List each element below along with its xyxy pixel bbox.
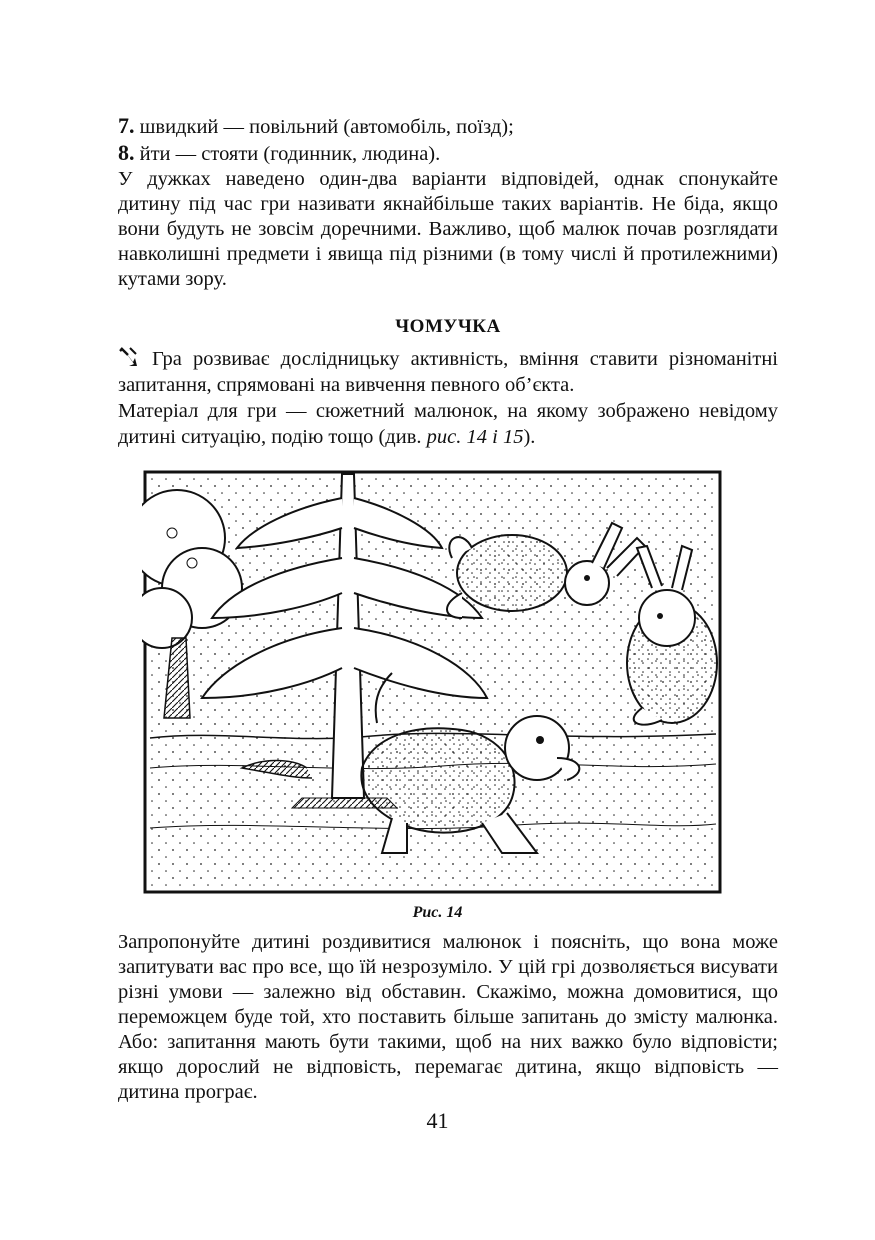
target-aim-icon xyxy=(118,346,140,368)
list-item-7 xyxy=(118,113,778,140)
material-suffix: ). xyxy=(523,426,536,448)
aim-block xyxy=(118,346,778,450)
material-paragraph xyxy=(118,398,778,450)
list-item-8 xyxy=(118,140,778,167)
figure-caption: Рис. 14 xyxy=(412,904,463,921)
page-number: 41 xyxy=(426,1108,449,1133)
aim-text: Гра розвиває дослідницьку активність, вміння ставити різноманітні запитання, спрямовані на вивчення певного об’єкта. xyxy=(118,348,778,396)
top-text-block xyxy=(118,113,778,292)
material-text: Матеріал для гри — сюжетний малюнок, на якому зображено невідому дитині ситуацію, подію тощо (див. xyxy=(118,400,778,448)
item-text: йти — стояти (годинник, людина). xyxy=(139,143,441,165)
intro-paragraph: У дужках наведено один-два варіанти відповідей, однак спонукайте дитину під час гри називати якнайбільше таких варіантів. Не біда, якщо вони будуть не зовсім доречними. Важливо, щоб малюк почав розглядати навколишні предмети і явища під різними (в тому числі й протилежними) кутами зору. xyxy=(118,168,778,290)
illustration-forest-animals xyxy=(142,468,724,896)
aim-paragraph xyxy=(118,346,778,398)
item-number: 8. xyxy=(118,140,135,165)
instruction-paragraph: Запропонуйте дитині роздивитися малюнок і поясніть, що вона може запитувати вас про все, що їй незрозуміло. У цій грі дозволяється висувати різні умови — залежно від обставин. Скажімо, можна домовитися, що переможцем буде той, хто поставить більше запитань до змісту малюнка. Або: запитання мають бути такими, щоб на них важко було відповісти; якщо дорослий не відповість, перемагає дитина, якщо відповість — дитина програє. xyxy=(118,931,778,1103)
section-title: ЧОМУЧКА xyxy=(395,316,501,337)
item-number: 7. xyxy=(118,113,135,138)
item-text: швидкий — повільний (автомобіль, поїзд); xyxy=(139,116,514,138)
figure-reference: рис. 14 і 15 xyxy=(426,426,524,448)
bottom-text-block xyxy=(118,930,778,1105)
